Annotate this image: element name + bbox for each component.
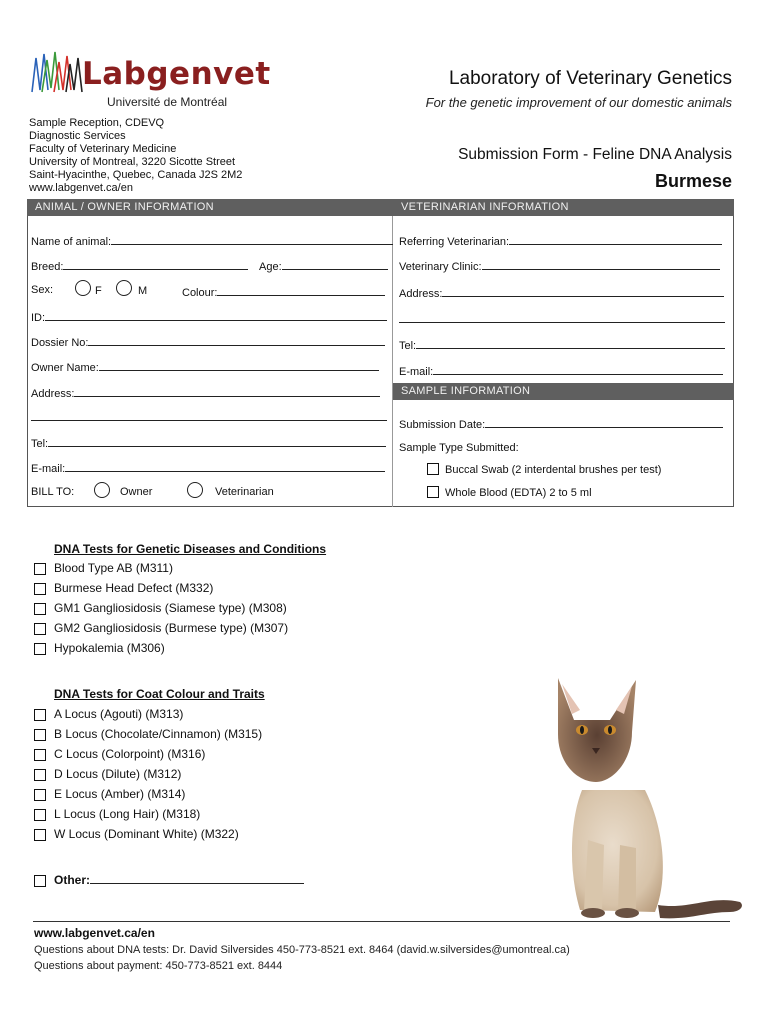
test-checkbox[interactable] [34, 749, 46, 761]
footer-url[interactable]: www.labgenvet.ca/en [34, 926, 155, 940]
field-label: Owner Name: [31, 362, 99, 374]
address-url: www.labgenvet.ca/en [29, 182, 133, 194]
sample-section-header: SAMPLE INFORMATION [393, 383, 734, 400]
logo [30, 48, 271, 110]
test-checkbox[interactable] [34, 563, 46, 575]
bill-vet-label: Veterinarian [215, 486, 274, 498]
bill-owner-radio[interactable] [94, 482, 110, 498]
test-checkbox[interactable] [34, 643, 46, 655]
vet-tel-field[interactable] [399, 338, 725, 352]
list-item[interactable] [34, 601, 354, 619]
test-label: GM2 Gangliosidosis (Burmese type) (M307) [54, 621, 289, 635]
test-checkbox[interactable] [34, 769, 46, 781]
animal-name-field[interactable] [31, 234, 393, 248]
sex-m-radio[interactable] [116, 280, 132, 296]
breed-field[interactable] [31, 259, 248, 273]
burmese-cat-image [540, 670, 750, 930]
list-item[interactable] [34, 747, 354, 765]
field-label: ID: [31, 312, 46, 324]
other-checkbox[interactable] [34, 875, 46, 887]
lab-address [29, 117, 242, 195]
test-label: Hypokalemia (M306) [54, 641, 165, 655]
test-checkbox[interactable] [34, 603, 46, 615]
list-item[interactable] [34, 827, 354, 845]
owner-email-field[interactable] [31, 461, 385, 475]
field-label: Age: [259, 261, 282, 273]
owner-section-header: ANIMAL / OWNER INFORMATION [27, 199, 393, 216]
coat-tests-heading: DNA Tests for Coat Colour and Traits [54, 687, 265, 701]
address-line: Faculty of Veterinary Medicine [29, 143, 177, 155]
buccal-swab-checkbox[interactable] [427, 463, 439, 475]
vet-address-field[interactable] [399, 286, 724, 300]
bill-to-label: BILL TO: [31, 486, 75, 498]
test-label: GM1 Gangliosidosis (Siamese type) (M308) [54, 601, 287, 615]
id-field[interactable] [31, 310, 387, 324]
list-item[interactable] [34, 581, 354, 599]
logo-university: Université de Montréal [107, 95, 228, 109]
address-line: Saint-Hyacinthe, Quebec, Canada J2S 2M2 [29, 169, 243, 181]
test-checkbox[interactable] [34, 829, 46, 841]
list-item[interactable] [34, 727, 354, 745]
footer-divider [33, 921, 730, 922]
vet-section-header: VETERINARIAN INFORMATION [393, 199, 734, 216]
address-line: University of Montreal, 3220 Sicotte Street [29, 156, 236, 168]
form-title: Submission Form - Feline DNA Analysis [458, 146, 732, 163]
list-item[interactable] [34, 707, 354, 725]
other-field[interactable] [54, 873, 304, 887]
footer-dna-questions: Questions about DNA tests: Dr. David Silversides 450-773-8521 ext. 8464 (david.w.silversides@umontreal.ca) [34, 944, 570, 956]
list-item[interactable] [34, 807, 354, 825]
address-line: Sample Reception, CDEVQ [29, 117, 165, 129]
field-label: Tel: [31, 438, 49, 450]
field-label: Name of animal: [31, 236, 112, 248]
list-item[interactable] [34, 641, 354, 659]
sex-m-label: M [138, 285, 148, 297]
footer-payment-questions: Questions about payment: 450-773-8521 ext. 8444 [34, 960, 283, 972]
test-label: C Locus (Colorpoint) (M316) [54, 747, 206, 761]
bill-vet-radio[interactable] [187, 482, 203, 498]
field-label: Address: [31, 388, 75, 400]
test-checkbox[interactable] [34, 623, 46, 635]
logo-wordmark: Labgenvet [82, 56, 271, 92]
disease-tests-heading: DNA Tests for Genetic Diseases and Conditions [54, 542, 327, 556]
test-label: B Locus (Chocolate/Cinnamon) (M315) [54, 727, 263, 741]
field-label: Other: [54, 873, 90, 887]
owner-name-field[interactable] [31, 360, 379, 374]
referring-vet-field[interactable] [399, 234, 722, 248]
test-checkbox[interactable] [34, 809, 46, 821]
field-label: Referring Veterinarian: [399, 236, 510, 248]
sex-f-radio[interactable] [75, 280, 91, 296]
test-checkbox[interactable] [34, 709, 46, 721]
sex-f-label: F [95, 285, 102, 297]
vet-address-line2[interactable] [399, 312, 725, 326]
test-label: D Locus (Dilute) (M312) [54, 767, 182, 781]
age-field[interactable] [259, 259, 388, 273]
field-label: Tel: [399, 340, 417, 352]
field-label: Colour: [182, 287, 218, 299]
lab-title: Laboratory of Veterinary Genetics [448, 68, 732, 89]
colour-field[interactable] [182, 285, 385, 299]
sample-type-label: Sample Type Submitted: [399, 442, 519, 454]
field-label: Dossier No: [31, 337, 89, 349]
test-label: E Locus (Amber) (M314) [54, 787, 186, 801]
field-label: Veterinary Clinic: [399, 261, 482, 273]
vet-clinic-field[interactable] [399, 259, 720, 273]
test-checkbox[interactable] [34, 789, 46, 801]
field-label: Address: [399, 288, 443, 300]
test-label: L Locus (Long Hair) (M318) [54, 807, 201, 821]
field-label: E-mail: [31, 463, 66, 475]
whole-blood-label: Whole Blood (EDTA) 2 to 5 ml [445, 487, 592, 499]
owner-address-field[interactable] [31, 386, 380, 400]
bill-owner-label: Owner [120, 486, 153, 498]
whole-blood-checkbox[interactable] [427, 486, 439, 498]
list-item[interactable] [34, 621, 354, 639]
test-checkbox[interactable] [34, 583, 46, 595]
dossier-field[interactable] [31, 335, 385, 349]
test-label: A Locus (Agouti) (M313) [54, 707, 184, 721]
test-label: Blood Type AB (M311) [54, 561, 173, 575]
buccal-swab-label: Buccal Swab (2 interdental brushes per test) [445, 464, 662, 476]
test-checkbox[interactable] [34, 729, 46, 741]
test-label: W Locus (Dominant White) (M322) [54, 827, 239, 841]
submission-date-field[interactable] [399, 417, 723, 431]
list-item[interactable] [34, 767, 354, 785]
field-label: Submission Date: [399, 419, 486, 431]
owner-address-line2[interactable] [31, 410, 387, 424]
sex-label: Sex: [31, 284, 54, 296]
field-label: Breed: [31, 261, 64, 273]
field-label: E-mail: [399, 366, 434, 378]
owner-tel-field[interactable] [31, 436, 386, 450]
dna-waveform-icon [30, 50, 84, 94]
test-label: Burmese Head Defect (M332) [54, 581, 214, 595]
list-item[interactable] [34, 787, 354, 805]
lab-subtitle: For the genetic improvement of our domestic animals [425, 95, 732, 110]
breed-title: Burmese [654, 171, 732, 191]
address-line: Diagnostic Services [29, 130, 126, 142]
vet-email-field[interactable] [399, 364, 723, 378]
list-item[interactable] [34, 561, 354, 579]
